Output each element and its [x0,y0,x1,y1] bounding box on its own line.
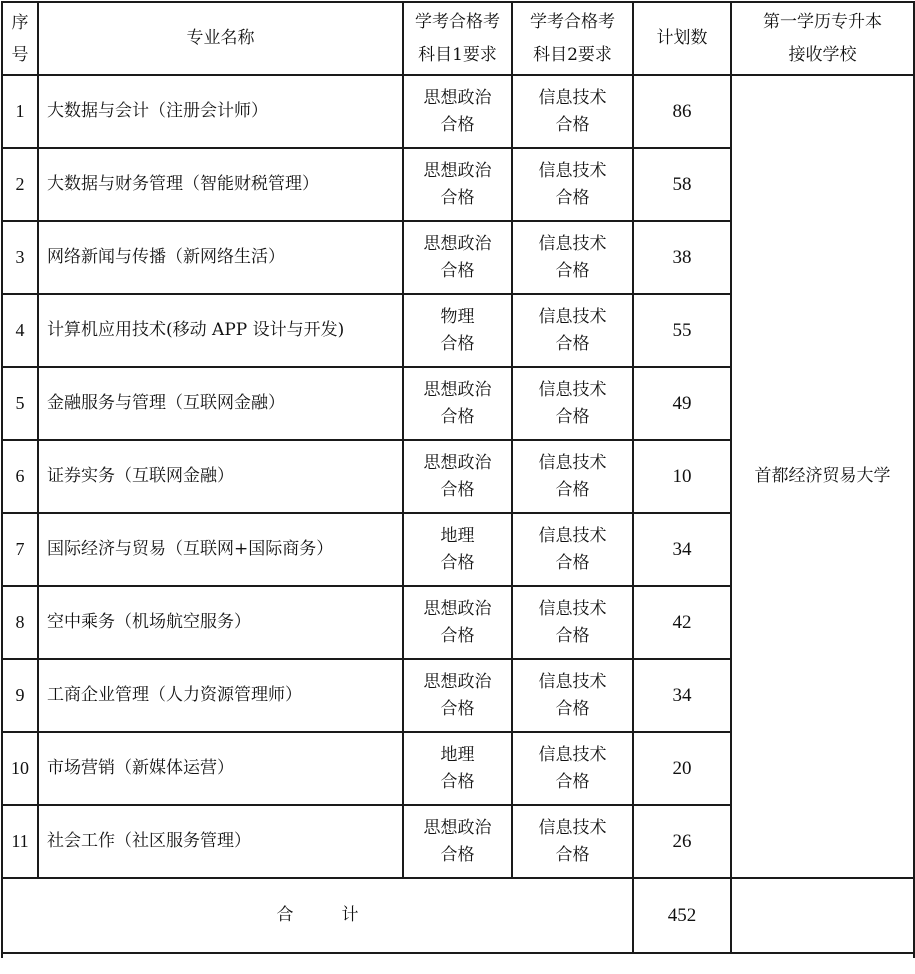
row-major-name: 社会工作（社区服务管理） [38,805,403,878]
row-req2 [512,513,633,586]
row-plan: 58 [633,148,731,221]
row-req2 [512,367,633,440]
table-tail-row [2,953,914,958]
row-req1-grade: 合格 [440,698,475,719]
header-seq-line2: 号 [11,44,29,65]
row-req2-subject: 信息技术 [538,87,607,108]
row-req2 [512,805,633,878]
row-req2 [512,732,633,805]
row-major-name: 金融服务与管理（互联网金融） [38,367,403,440]
header-req1-line2: 科目1要求 [418,44,497,65]
header-seq-line1: 序 [11,12,29,33]
row-req2-subject: 信息技术 [538,452,607,473]
row-req2-subject: 信息技术 [538,525,607,546]
row-plan: 55 [633,294,731,367]
row-req2 [512,586,633,659]
row-plan: 34 [633,513,731,586]
row-req1-subject: 思想政治 [423,671,492,692]
admission-plan-table [1,1,915,958]
row-req1-subject: 思想政治 [423,87,492,108]
row-seq: 3 [2,221,38,294]
row-req1-subject: 思想政治 [423,817,492,838]
row-req2-grade: 合格 [555,406,590,427]
row-plan: 20 [633,732,731,805]
row-major-name: 计算机应用技术(移动 APP 设计与开发) [38,294,403,367]
header-plan: 计划数 [633,2,731,75]
header-req2-line2: 科目2要求 [533,44,612,65]
total-plan: 452 [633,878,731,953]
row-req1-grade: 合格 [440,406,475,427]
row-req2 [512,148,633,221]
row-req1-subject: 物理 [440,306,475,327]
row-plan: 86 [633,75,731,148]
row-req2 [512,294,633,367]
row-seq: 5 [2,367,38,440]
row-seq: 2 [2,148,38,221]
total-label: 合计 [2,878,633,953]
header-req2-line1: 学考合格考 [530,11,615,32]
row-req2-grade: 合格 [555,771,590,792]
row-seq: 10 [2,732,38,805]
row-req1-subject: 思想政治 [423,233,492,254]
header-req2 [512,2,633,75]
row-req1-grade: 合格 [440,552,475,573]
table-row [2,75,914,148]
row-major-name: 空中乘务（机场航空服务） [38,586,403,659]
row-major-name: 大数据与财务管理（智能财税管理） [38,148,403,221]
row-req2 [512,440,633,513]
row-major-name: 大数据与会计（注册会计师） [38,75,403,148]
header-row [2,2,914,75]
row-req2-grade: 合格 [555,844,590,865]
row-major-name: 市场营销（新媒体运营） [38,732,403,805]
header-req1-line1: 学考合格考 [415,11,500,32]
row-plan: 34 [633,659,731,732]
row-req2-subject: 信息技术 [538,160,607,181]
row-req1 [403,586,512,659]
row-req1-grade: 合格 [440,625,475,646]
row-seq: 6 [2,440,38,513]
row-req2-grade: 合格 [555,260,590,281]
row-req1-grade: 合格 [440,771,475,792]
row-major-name: 工商企业管理（人力资源管理师） [38,659,403,732]
row-req1 [403,367,512,440]
row-req1 [403,732,512,805]
header-school [731,2,914,75]
row-req2 [512,75,633,148]
row-seq: 8 [2,586,38,659]
row-seq: 1 [2,75,38,148]
table-tail [2,953,914,958]
header-school-line2: 接收学校 [788,44,857,65]
row-req1-subject: 思想政治 [423,452,492,473]
row-major-name: 国际经济与贸易（互联网+国际商务） [38,513,403,586]
row-major-name: 证券实务（互联网金融） [38,440,403,513]
row-req2-subject: 信息技术 [538,306,607,327]
row-req2-grade: 合格 [555,114,590,135]
row-req1 [403,75,512,148]
row-plan: 10 [633,440,731,513]
row-req2-grade: 合格 [555,187,590,208]
row-seq: 7 [2,513,38,586]
row-req2-subject: 信息技术 [538,671,607,692]
row-req1 [403,659,512,732]
row-req2-subject: 信息技术 [538,817,607,838]
receiving-school: 首都经济贸易大学 [731,75,914,878]
header-seq [2,2,38,75]
total-school-empty [731,878,914,953]
row-req1-subject: 思想政治 [423,598,492,619]
row-req1 [403,805,512,878]
row-req1-subject: 思想政治 [423,379,492,400]
row-req1-grade: 合格 [440,187,475,208]
row-plan: 49 [633,367,731,440]
header-name: 专业名称 [38,2,403,75]
header-school-line1: 第一学历专升本 [763,11,882,32]
row-req1 [403,148,512,221]
row-req1-grade: 合格 [440,260,475,281]
row-req2-subject: 信息技术 [538,744,607,765]
header-req1 [403,2,512,75]
row-req1-subject: 地理 [440,525,475,546]
row-major-name: 网络新闻与传播（新网络生活） [38,221,403,294]
row-req1-grade: 合格 [440,844,475,865]
row-req2-grade: 合格 [555,625,590,646]
row-req1 [403,440,512,513]
row-req2 [512,659,633,732]
row-req1-grade: 合格 [440,114,475,135]
row-req1-subject: 地理 [440,744,475,765]
row-req2-grade: 合格 [555,333,590,354]
row-req2-grade: 合格 [555,698,590,719]
row-plan: 38 [633,221,731,294]
row-req2-grade: 合格 [555,479,590,500]
row-req1-subject: 思想政治 [423,160,492,181]
total-row [2,878,914,953]
row-req2-subject: 信息技术 [538,379,607,400]
row-plan: 42 [633,586,731,659]
row-req2 [512,221,633,294]
row-req2-subject: 信息技术 [538,598,607,619]
row-plan: 26 [633,805,731,878]
row-seq: 11 [2,805,38,878]
row-req1 [403,294,512,367]
row-req1-grade: 合格 [440,479,475,500]
row-req1-grade: 合格 [440,333,475,354]
row-seq: 4 [2,294,38,367]
row-req1 [403,513,512,586]
row-req2-grade: 合格 [555,552,590,573]
row-req2-subject: 信息技术 [538,233,607,254]
row-seq: 9 [2,659,38,732]
row-req1 [403,221,512,294]
